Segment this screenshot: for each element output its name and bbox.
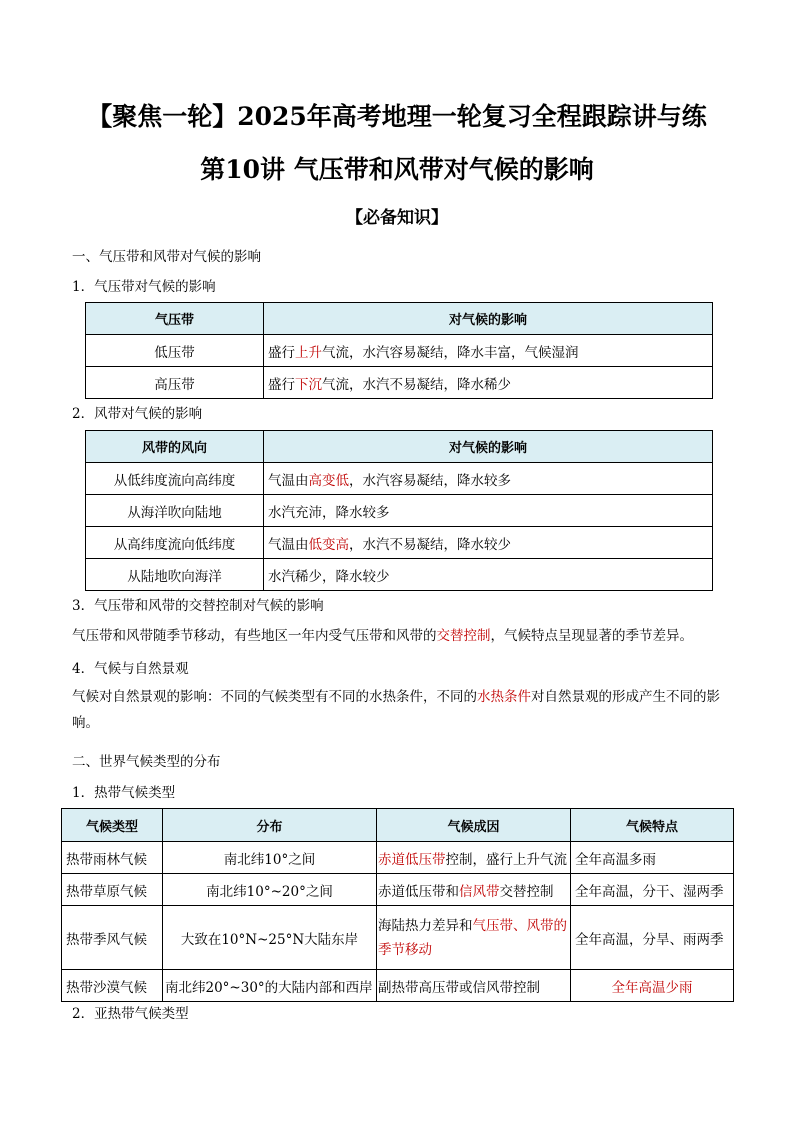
table-row [86,527,713,559]
impact-highlight: 下沉 [295,376,322,393]
part1-sub1-heading: 1．气压带对气候的影响 [72,279,216,295]
impact-text: 气温由 [268,472,309,489]
impact-highlight: 低变高 [308,536,349,553]
cause-text: 赤道低压带和 [378,883,459,900]
table-row [62,906,734,970]
table-header-row [86,431,713,463]
climate-distribution: 南北纬10°之间 [163,842,377,874]
table-row [86,367,713,399]
table-row [86,463,713,495]
impact-cell [264,335,713,367]
paragraph-text: 气压带和风带随季节移动，有些地区一年内受气压带和风带的 [72,628,437,644]
climate-feature: 全年高温，分旱、雨两季 [571,906,734,970]
climate-cause [377,874,571,906]
paragraph-text: ，气候特点呈现显著的季节差异。 [490,628,693,644]
table-header-cell: 对气候的影响 [264,303,713,335]
pressure-belt-table [85,302,713,399]
impact-text: 气流，水汽不易凝结，降水稀少 [322,376,511,393]
impact-cell [264,367,713,399]
impact-cell [264,463,713,495]
impact-text: 水汽充沛，降水较多 [268,504,390,521]
table-header-cell: 风带的风向 [86,431,264,463]
climate-type: 热带季风气候 [62,906,163,970]
paragraph-text: 气候对自然景观的影响：不同的气候类型有不同的水热条件，不同的 [72,689,477,705]
impact-highlight: 上升 [295,344,322,361]
tropical-climate-table [61,808,734,1002]
part1-sub3-paragraph [72,623,722,649]
impact-text: ，水汽容易凝结，降水较多 [349,472,511,489]
table-row [86,335,713,367]
wind-direction: 从低纬度流向高纬度 [86,463,264,495]
paragraph-highlight: 水热条件 [477,689,531,705]
climate-distribution: 大致在10°N~25°N大陆东岸 [163,906,377,970]
part2-sub2-heading: 2．亚热带气候类型 [72,1006,189,1022]
impact-text: ，水汽不易凝结，降水较少 [349,536,511,553]
cause-highlight: 信风带 [459,883,500,900]
impact-highlight: 高变低 [308,472,349,489]
wind-belt-table [85,430,713,591]
part1-heading: 一、气压带和风带对气候的影响 [72,249,261,265]
climate-cause [377,906,571,970]
wind-direction: 从陆地吹向海洋 [86,559,264,591]
impact-text: 气温由 [268,536,309,553]
pressure-belt-name: 高压带 [86,367,264,399]
table-header-cell: 气候类型 [62,809,163,842]
climate-feature: 全年高温多雨 [571,842,734,874]
part2-heading: 二、世界气候类型的分布 [72,754,221,770]
table-header-cell: 分布 [163,809,377,842]
impact-text: 气流，水汽容易凝结，降水丰富，气候湿润 [322,344,579,361]
paragraph-highlight: 交替控制 [436,628,491,644]
table-header-cell: 气候特点 [571,809,734,842]
pressure-belt-name: 低压带 [86,335,264,367]
table-row [62,970,734,1002]
table-header-row [62,809,734,842]
part1-sub2-heading: 2．风带对气候的影响 [72,406,203,422]
impact-text: 盛行 [268,376,295,393]
part1-sub4-paragraph [72,684,722,736]
impact-text: 盛行 [268,344,295,361]
climate-cause [377,842,571,874]
table-row [86,495,713,527]
climate-type: 热带草原气候 [62,874,163,906]
table-header-cell: 气候成因 [377,809,571,842]
climate-distribution: 南北纬10°~20°之间 [163,874,377,906]
cause-highlight: 赤道低压带 [378,851,446,868]
cause-highlight: 气压带、风带的季节移动 [378,917,567,958]
part1-sub3-heading: 3．气压带和风带的交替控制对气候的影响 [72,598,324,614]
wind-direction: 从高纬度流向低纬度 [86,527,264,559]
main-title: 【聚焦一轮】2025年高考地理一轮复习全程跟踪讲与练 [87,102,707,131]
section-label: 【必备知识】 [346,208,448,228]
impact-cell [264,495,713,527]
climate-feature: 全年高温，分干、湿两季 [571,874,734,906]
lecture-title: 第10讲 气压带和风带对气候的影响 [200,155,594,184]
table-header-cell: 对气候的影响 [264,431,713,463]
table-row [62,874,734,906]
climate-distribution: 南北纬20°~30°的大陆内部和西岸 [163,970,377,1002]
climate-type: 热带沙漠气候 [62,970,163,1002]
wind-direction: 从海洋吹向陆地 [86,495,264,527]
impact-text: 水汽稀少，降水较少 [268,568,390,585]
table-header-cell: 气压带 [86,303,264,335]
paragraph-text: 对自然景观的形成产生不同的影响。 [72,689,720,731]
part1-sub4-heading: 4．气候与自然景观 [72,661,189,677]
table-row [62,842,734,874]
cause-text: 控制，盛行上升气流 [445,851,567,868]
impact-cell [264,559,713,591]
table-header-row [86,303,713,335]
climate-feature: 全年高温少雨 [571,970,734,1002]
part2-sub1-heading: 1．热带气候类型 [72,785,176,801]
climate-type: 热带雨林气候 [62,842,163,874]
cause-text: 交替控制 [499,883,554,900]
impact-cell [264,527,713,559]
cause-text: 海陆热力差异和 [378,917,473,934]
table-row [86,559,713,591]
climate-cause: 副热带高压带或信风带控制 [377,970,571,1002]
